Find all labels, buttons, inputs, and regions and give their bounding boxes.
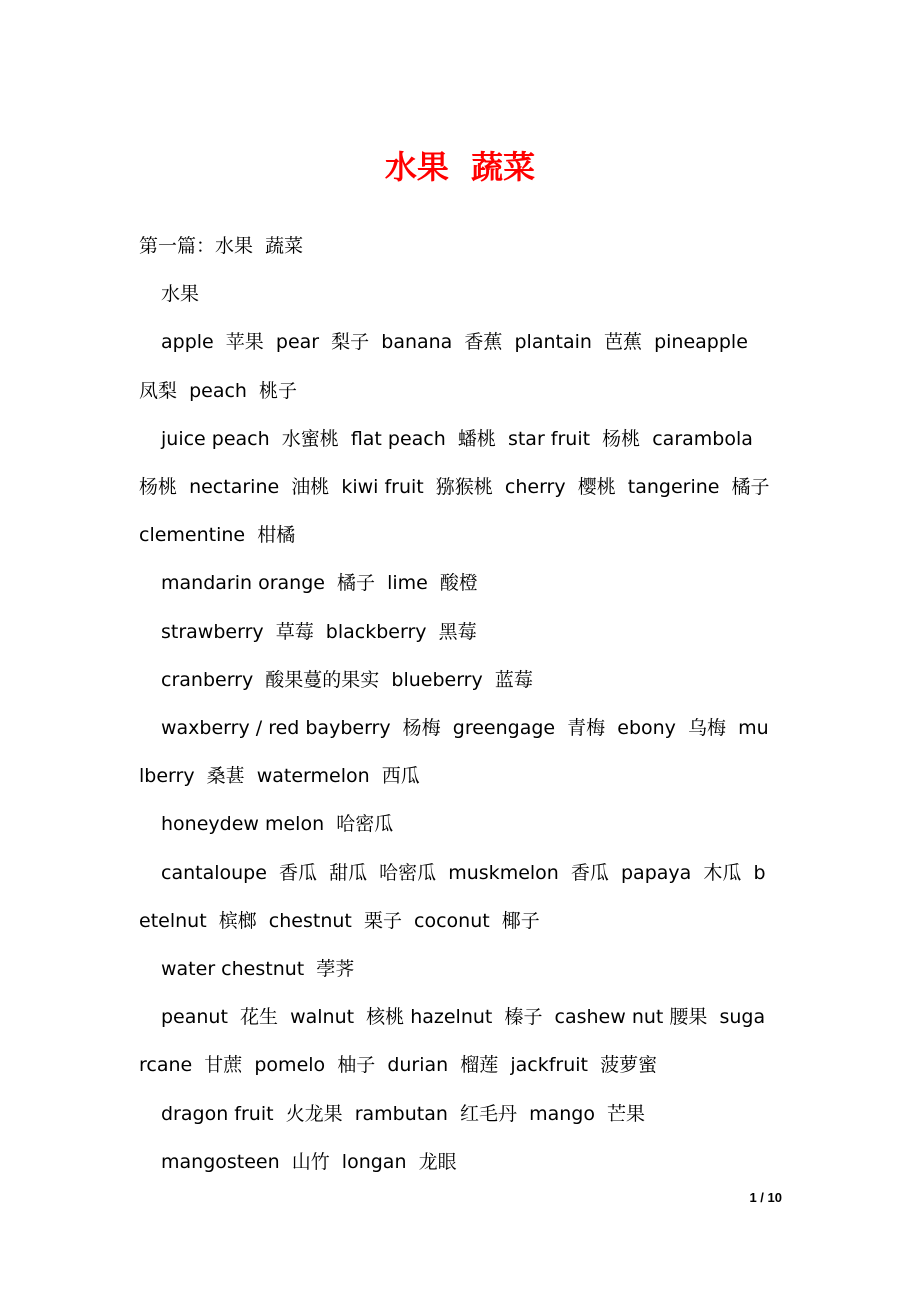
vocab-paragraph: waxberry / red bayberry 杨梅 greengage 青梅 ebony 乌梅 mulberry 桑葚 watermelon 西瓜 — [139, 717, 769, 788]
section-heading: 第一篇：水果 蔬菜 — [139, 235, 304, 257]
subsection-heading-fruit: 水果 — [161, 283, 200, 306]
vocab-paragraph: apple 苹果 pear 梨子 banana 香蕉 plantain 芭蕉 pineapple 凤梨 peach 桃子 — [139, 331, 760, 402]
vocab-paragraph: dragon fruit 火龙果 rambutan 红毛丹 mango 芒果 — [161, 1102, 646, 1125]
document-body — [139, 222, 782, 1186]
vocab-paragraph: water chestnut 荸荠 — [161, 958, 355, 981]
page-number: 1 / 10 — [749, 1190, 782, 1205]
vocab-paragraph: cantaloupe 香瓜 甜瓜 哈密瓜 muskmelon 香瓜 papaya 木瓜 betelnut 槟榔 chestnut 栗子 coconut 椰子 — [139, 861, 766, 932]
vocab-paragraph: peanut 花生 walnut 核桃 hazelnut 榛子 cashew nut 腰果 sugarcane 甘蔗 pomelo 柚子 durian 榴莲 jackfruit 菠萝蜜 — [139, 1006, 766, 1077]
vocab-paragraph: cranberry 酸果蔓的果实 blueberry 蓝莓 — [161, 668, 533, 691]
vocab-paragraph: mangosteen 山竹 longan 龙眼 — [161, 1150, 457, 1173]
page-title: 水果 蔬菜 — [384, 148, 536, 186]
vocab-paragraph: strawberry 草莓 blackberry 黑莓 — [161, 620, 477, 643]
vocab-paragraph: honeydew melon 哈密瓜 — [161, 813, 394, 836]
vocab-paragraph: mandarin orange 橘子 lime 酸橙 — [161, 572, 478, 595]
vocab-paragraph: juice peach 水蜜桃 flat peach 蟠桃 star fruit 杨桃 carambola 杨桃 nectarine 油桃 kiwi fruit 猕猴桃 cherry 樱桃 tangerine 橘子 clementine 柑橘 — [139, 427, 782, 547]
